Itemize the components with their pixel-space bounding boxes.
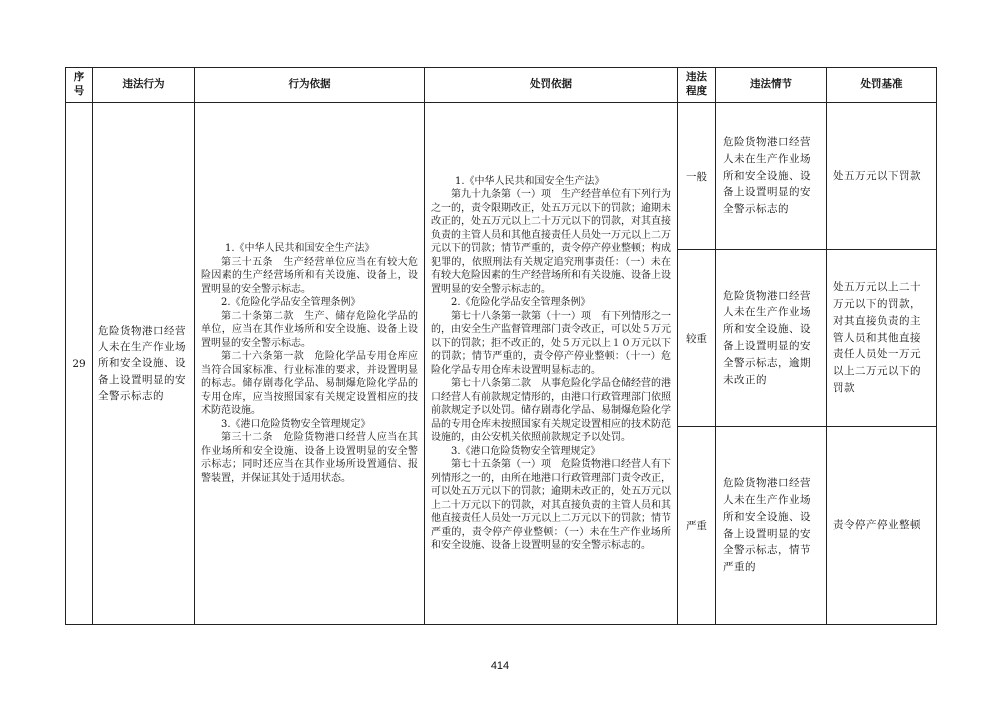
basis-para: 第二十六条第一款 危险化学品专用仓库应当符合国家标准、行业标准的要求，并设置明显的标志。储存剧毒化学品、易制爆危险化学品的专用仓库，应当按照国家有关规定设置相应的技术防范设施。: [201, 351, 418, 416]
degree-general: 一般: [678, 103, 716, 250]
penalty-para: 第七十八条第一款第（十一）项 有下列情形之一的，由安全生产监督管理部门责令改正，可以处５万元以下的罚款；拒不改正的，处５万元以上１０万元以下的罚款；情节严重的，责令停产停业整顿：（十一）危险化学品专用仓库未设置明显标志的。: [431, 310, 671, 376]
standard-serious: 处五万元以上二十万元以下的罚款，对其直接负责的主管人员和其他直接责任人员处一万元以上二万元以下的罚款: [827, 250, 937, 427]
standard-severe: 责令停产停业整顿: [827, 427, 937, 625]
penalty-para: 3.《港口危险货物安全管理规定》: [451, 445, 601, 457]
basis-para: 第二十条第二款 生产、储存危险化学品的单位，应当在其作业场所和安全设施、设备上设置明显的安全警示标志。: [201, 310, 418, 349]
penalty-standard-table: [65, 67, 937, 625]
circumstance-general: 危险货物港口经营人未在生产作业场所和安全设施、设备上设置明显的安全警示标志的: [716, 103, 827, 250]
basis-para: 3.《港口危险货物安全管理规定》: [221, 418, 371, 430]
basis-para: 1.《中华人民共和国安全生产法》: [225, 243, 375, 254]
penalty-para: 2.《危险化学品安全管理条例》: [451, 297, 591, 308]
header-act: 违法行为: [93, 68, 195, 103]
penalty-para: 第七十五条第（一）项 危险货物港口经营人有下列情形之一的，由所在地港口行政管理部门责令改正，可以处五万元以下的罚款；逾期未改正的，处五万元以上二十万元以下的罚款，对其直接负责的主管人员和其他直接责任人员处一万元以上二万元以下的罚款；情节严重的，责令停产停业整顿：（一）未在生产作业场所和安全设施、设备上设置明显的安全警示标志的。: [431, 459, 671, 551]
penalty-para: 第九十九条第（一）项 生产经营单位有下列行为之一的，责令限期改正，处五万元以下的罚款；逾期未改正的，处五万元以上二十万元以下的罚款，对其直接负责的主管人员和其他直接责任人员处一万元以上二万元以下的罚款；情节严重的，责令停产停业整顿；构成犯罪的，依照刑法有关规定追究刑事责任：（一）未在有较大危险因素的生产经营场所和有关设施、设备上设置明显的安全警示标志的。: [431, 189, 671, 295]
violation-act: 危险货物港口经营人未在生产作业场所和安全设施、设备上设置明显的安全警示标志的: [93, 103, 195, 625]
seq-number: 29: [66, 103, 93, 625]
circumstance-serious: 危险货物港口经营人未在生产作业场所和安全设施、设备上设置明显的安全警示标志，逾期未改正的: [716, 250, 827, 427]
basis-para: 第三十五条 生产经营单位应当在有较大危险因素的生产经营场所和有关设施、设备上，设置明显的安全警示标志。: [201, 256, 418, 295]
header-row: [66, 68, 937, 103]
basis-para: 第三十二条 危险货物港口经营人应当在其作业场所和安全设施、设备上设置明显的安全警示标志；同时还应当在其作业场所设置通信、报警装置，并保证其处于适用状态。: [201, 432, 418, 484]
header-standard: 处罚基准: [827, 68, 937, 103]
header-seq: 序号: [66, 68, 93, 103]
degree-severe: 严重: [678, 427, 716, 625]
penalty-basis: [425, 103, 678, 625]
header-circumstance: 违法情节: [716, 68, 827, 103]
penalty-para: 1.《中华人民共和国安全生产法》: [455, 175, 605, 187]
circumstance-severe: 危险货物港口经营人未在生产作业场所和安全设施、设备上设置明显的安全警示标志，情节严重的: [716, 427, 827, 625]
legal-basis: [195, 103, 425, 625]
page-number: 414: [490, 660, 510, 672]
standard-general: 处五万元以下罚款: [827, 103, 937, 250]
header-basis: 行为依据: [195, 68, 425, 103]
basis-para: 2.《危险化学品安全管理条例》: [221, 297, 361, 308]
degree-serious: 较重: [678, 250, 716, 427]
table-row: [66, 103, 937, 250]
penalty-para: 第七十八条第二款 从事危险化学品仓储经营的港口经营人有前款规定情形的，由港口行政管理部门依照前款规定予以处罚。储存剧毒化学品、易制爆危险化学品的专用仓库未按照国家有关规定设置相应的技术防范设施的，由公安机关依照前款规定予以处罚。: [431, 378, 671, 443]
header-degree: 违法程度: [678, 68, 716, 103]
header-penalty: 处罚依据: [425, 68, 678, 103]
